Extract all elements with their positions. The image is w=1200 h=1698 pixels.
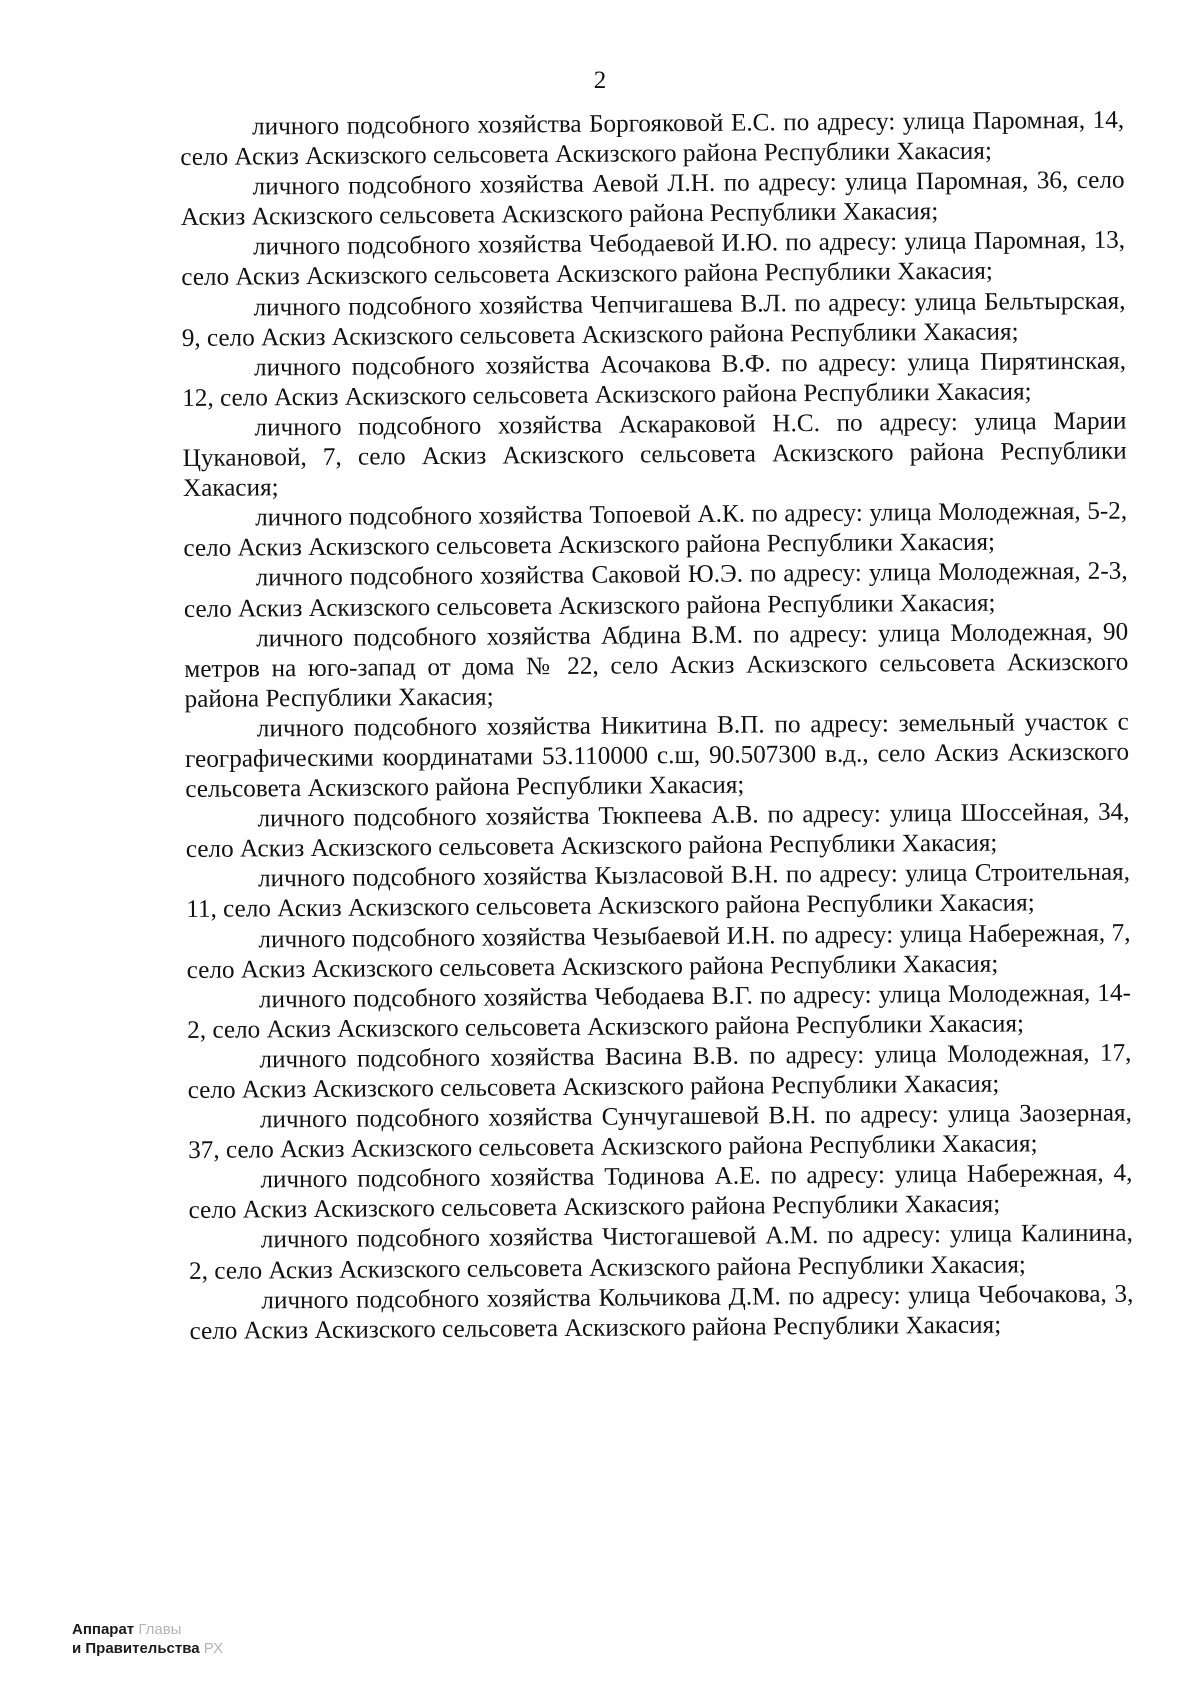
- list-paragraph: личного подсобного хозяйства Никитина В.П. по адресу: земельный участок с географическими координатами 53.110000 с.ш, 90.507300 в.д., село Аскиз Аскизского сельсовета Аскизского района Республики Хакасия;: [184, 708, 1130, 804]
- office-stamp: [72, 1620, 223, 1658]
- list-paragraph: личного подсобного хозяйства Аскараковой Н.С. по адресу: улица Марии Цукановой, 7, село Аскиз Аскизского сельсовета Аскизского района Республики Хакасия;: [182, 407, 1127, 503]
- stamp-line-2: [72, 1639, 223, 1658]
- list-paragraph: личного подсобного хозяйства Чезыбаевой И.Н. по адресу: улица Набережная, 7, село Аскиз Аскизского сельсовета Аскизского района Республики Хакасия;: [186, 919, 1131, 984]
- list-paragraph: личного подсобного хозяйства Чепчигашева В.Л. по адресу: улица Бельтырская, 9, село Аскиз Аскизского сельсовета Аскизского района Республики Хакасия;: [181, 287, 1126, 352]
- list-paragraph: личного подсобного хозяйства Аевой Л.Н. по адресу: улица Паромная, 36, село Аскиз Аскизского сельсовета Аскизского района Республики Хакасия;: [180, 166, 1125, 232]
- page-number: 2: [593, 67, 607, 94]
- stamp-line-2-visible: и Правительства: [72, 1640, 200, 1657]
- list-paragraph: личного подсобного хозяйства Чебодаева В.Г. по адресу: улица Молодежная, 14-2, село Аскиз Аскизского сельсовета Аскизского района Республики Хакасия;: [187, 979, 1132, 1044]
- stamp-line-2-faded: РХ: [203, 1640, 224, 1657]
- list-paragraph: личного подсобного хозяйства Кольчикова Д.М. по адресу: улица Чебочакова, 3, село Аскиз Аскизского сельсовета Аскизского района Республики Хакасия;: [189, 1280, 1134, 1345]
- document-body: [180, 106, 1134, 1347]
- list-paragraph: личного подсобного хозяйства Саковой Ю.Э. по адресу: улица Молодежная, 2-3, село Аскиз Аскизского сельсовета Аскизского района Республики Хакасия;: [183, 557, 1128, 623]
- list-paragraph: личного подсобного хозяйства Асочакова В.Ф. по адресу: улица Пирятинская, 12, село Аскиз Аскизского сельсовета Аскизского района Республики Хакасия;: [182, 347, 1127, 412]
- list-paragraph: личного подсобного хозяйства Топоевой А.К. по адресу: улица Молодежная, 5-2, село Аскиз Аскизского сельсовета Аскизского района Республики Хакасия;: [183, 497, 1128, 563]
- list-paragraph: личного подсобного хозяйства Чистогашевой А.М. по адресу: улица Калинина, 2, село Аскиз Аскизского сельсовета Аскизского района Республики Хакасия;: [188, 1220, 1133, 1285]
- list-paragraph: личного подсобного хозяйства Тюкпеева А.В. по адресу: улица Шоссейная, 34, село Аскиз Аскизского сельсовета Аскизского района Республики Хакасия;: [185, 798, 1130, 864]
- list-paragraph: личного подсобного хозяйства Васина В.В. по адресу: улица Молодежная, 17, село Аскиз Аскизского сельсовета Аскизского района Республики Хакасия;: [187, 1039, 1132, 1104]
- list-paragraph: личного подсобного хозяйства Чебодаевой И.Ю. по адресу: улица Паромная, 13, село Аскиз Аскизского сельсовета Аскизского района Республики Хакасия;: [181, 226, 1126, 292]
- list-paragraph: личного подсобного хозяйства Боргояковой Е.С. по адресу: улица Паромная, 14, село Аскиз Аскизского сельсовета Аскизского района Республики Хакасия;: [180, 106, 1125, 172]
- list-paragraph: личного подсобного хозяйства Сунчугашевой В.Н. по адресу: улица Заозерная, 37, село Аскиз Аскизского сельсовета Аскизского района Республики Хакасия;: [188, 1099, 1132, 1165]
- stamp-line-1: [72, 1620, 223, 1639]
- list-paragraph: личного подсобного хозяйства Абдина В.М. по адресу: улица Молодежная, 90 метров на юго-запад от дома № 22, село Аскиз Аскизского сельсовета Аскизского района Республики Хакасия;: [184, 618, 1129, 713]
- list-paragraph: личного подсобного хозяйства Тодинова А.Е. по адресу: улица Набережная, 4, село Аскиз Аскизского сельсовета Аскизского района Республики Хакасия;: [188, 1159, 1133, 1225]
- stamp-line-1-faded: Главы: [138, 1621, 182, 1638]
- stamp-line-1-visible: Аппарат: [72, 1621, 135, 1638]
- list-paragraph: личного подсобного хозяйства Кызласовой В.Н. по адресу: улица Строительная, 11, село Аскиз Аскизского сельсовета Аскизского района Республики Хакасия;: [186, 858, 1131, 924]
